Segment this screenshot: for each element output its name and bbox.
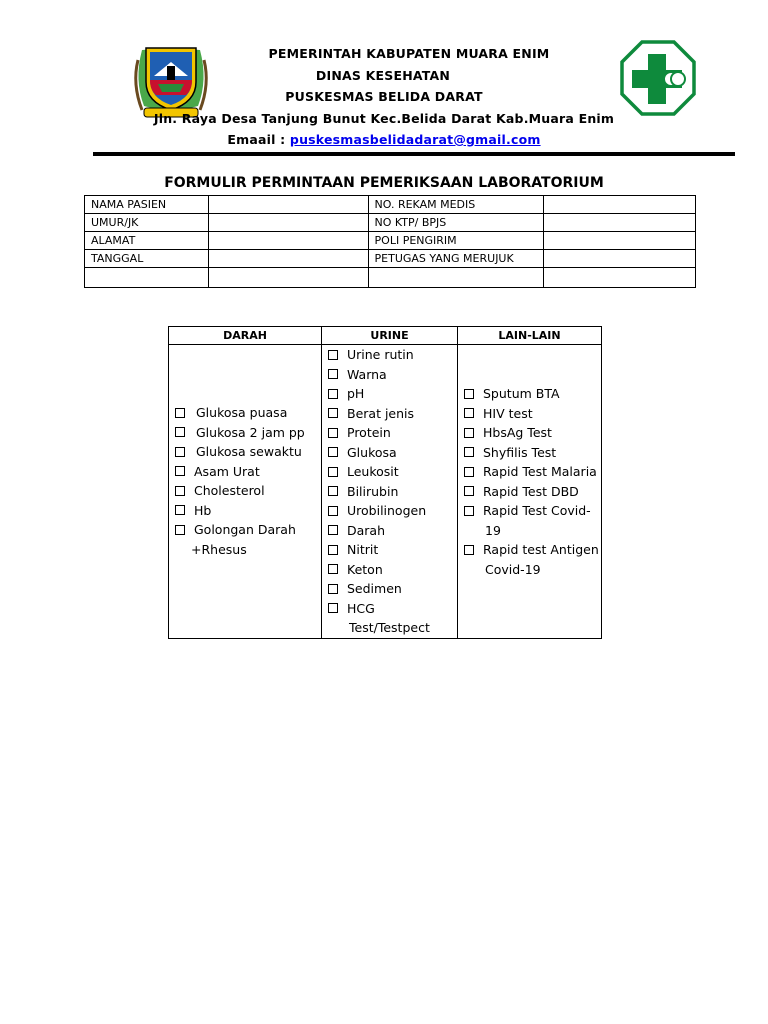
checkbox-icon[interactable] [328, 545, 338, 555]
checkbox-icon[interactable] [175, 408, 185, 418]
list-item[interactable]: Rapid Test Malaria [464, 462, 601, 482]
checkbox-icon[interactable] [464, 545, 474, 555]
list-item-continuation: 19 [485, 522, 501, 538]
email-link[interactable]: puskesmasbelidadarat@gmail.com [289, 132, 541, 147]
header-government: PEMERINTAH KABUPATEN MUARA ENIM [268, 46, 550, 61]
checkbox-icon[interactable] [328, 506, 338, 516]
empty-cell[interactable] [544, 268, 696, 288]
field-value-cell[interactable] [208, 232, 368, 250]
darah-list [169, 403, 321, 559]
empty-cell[interactable] [208, 268, 368, 288]
header-department: DINAS KESEHATAN [315, 68, 451, 83]
list-item[interactable]: Urine rutin [328, 345, 457, 365]
lain-lain-list [458, 384, 601, 579]
table-row [85, 250, 696, 268]
darah-cell [169, 345, 322, 639]
checkbox-icon[interactable] [464, 467, 474, 477]
empty-cell[interactable] [85, 268, 209, 288]
form-title: FORMULIR PERMINTAAN PEMERIKSAAN LABORATORIUM [164, 175, 604, 191]
header-darah: DARAH [169, 327, 322, 345]
list-item[interactable]: pH [328, 384, 457, 404]
list-item[interactable]: HCG [328, 599, 457, 619]
checkbox-icon[interactable] [328, 467, 338, 477]
checkbox-icon[interactable] [328, 350, 338, 360]
empty-cell[interactable] [368, 268, 544, 288]
field-label: PETUGAS YANG MERUJUK [368, 250, 544, 268]
field-label: NAMA PASIEN [85, 196, 209, 214]
list-item[interactable]: HbsAg Test [464, 423, 601, 443]
header-urine: URINE [322, 327, 458, 345]
header-divider [93, 152, 735, 156]
header-address: Jln. Raya Desa Tanjung Bunut Kec.Belida Darat Kab.Muara Enim [153, 111, 615, 126]
list-item[interactable]: HIV test [464, 404, 601, 424]
checkbox-icon[interactable] [464, 447, 474, 457]
list-item[interactable]: Warna [328, 365, 457, 385]
list-item[interactable]: Cholesterol [175, 481, 321, 501]
lab-body-row [169, 345, 602, 639]
list-item[interactable]: Glukosa sewaktu [175, 442, 321, 462]
list-item[interactable]: Hb [175, 501, 321, 521]
lain-lain-cell [458, 345, 602, 639]
checkbox-icon[interactable] [328, 486, 338, 496]
list-item[interactable]: Urobilinogen [328, 501, 457, 521]
lab-test-table [168, 326, 602, 639]
field-label: POLI PENGIRIM [368, 232, 544, 250]
checkbox-icon[interactable] [328, 428, 338, 438]
checkbox-icon[interactable] [175, 466, 185, 476]
table-row [85, 214, 696, 232]
checkbox-icon[interactable] [175, 427, 185, 437]
checkbox-icon[interactable] [175, 486, 185, 496]
checkbox-icon[interactable] [175, 505, 185, 515]
table-row [85, 268, 696, 288]
field-label: TANGGAL [85, 250, 209, 268]
list-item-continuation: +Rhesus [191, 541, 247, 557]
table-row [85, 196, 696, 214]
checkbox-icon[interactable] [464, 506, 474, 516]
checkbox-icon[interactable] [464, 408, 474, 418]
field-value-cell[interactable] [544, 214, 696, 232]
list-item[interactable]: Sputum BTA [464, 384, 601, 404]
list-item[interactable]: Darah [328, 521, 457, 541]
list-item[interactable]: Glukosa puasa [175, 403, 321, 423]
header-email-line [0, 132, 768, 147]
checkbox-icon[interactable] [175, 525, 185, 535]
checkbox-icon[interactable] [328, 564, 338, 574]
list-item[interactable]: Rapid Test Covid- [464, 501, 601, 521]
field-value-cell[interactable] [208, 214, 368, 232]
header-puskesmas: PUSKESMAS BELIDA DARAT [285, 89, 483, 104]
list-item[interactable]: Protein [328, 423, 457, 443]
field-label: UMUR/JK [85, 214, 209, 232]
field-label: ALAMAT [85, 232, 209, 250]
list-item[interactable]: Leukosit [328, 462, 457, 482]
list-item[interactable]: Nitrit [328, 540, 457, 560]
list-item[interactable]: Glukosa 2 jam pp [175, 423, 321, 443]
list-item[interactable]: Sedimen [328, 579, 457, 599]
checkbox-icon[interactable] [328, 408, 338, 418]
list-item[interactable]: Keton [328, 560, 457, 580]
patient-info-table [84, 195, 696, 288]
checkbox-icon[interactable] [175, 447, 185, 457]
field-value-cell[interactable] [544, 232, 696, 250]
checkbox-icon[interactable] [328, 525, 338, 535]
field-value-cell[interactable] [544, 250, 696, 268]
list-item[interactable]: Rapid Test DBD [464, 482, 601, 502]
field-value-cell[interactable] [544, 196, 696, 214]
list-item[interactable]: Bilirubin [328, 482, 457, 502]
header-lain-lain: LAIN-LAIN [458, 327, 602, 345]
field-value-cell[interactable] [208, 250, 368, 268]
list-item-continuation: Test/Testpect [349, 620, 430, 635]
list-item-continuation: Covid-19 [485, 561, 541, 577]
field-value-cell[interactable] [208, 196, 368, 214]
checkbox-icon[interactable] [464, 428, 474, 438]
checkbox-icon[interactable] [464, 486, 474, 496]
list-item[interactable]: Berat jenis [328, 404, 457, 424]
urine-list [322, 345, 457, 638]
checkbox-icon[interactable] [328, 389, 338, 399]
checkbox-icon[interactable] [328, 584, 338, 594]
list-item[interactable]: Glukosa [328, 443, 457, 463]
list-item[interactable]: Asam Urat [175, 462, 321, 482]
table-row [85, 232, 696, 250]
field-label: NO KTP/ BPJS [368, 214, 544, 232]
urine-cell [322, 345, 458, 639]
checkbox-icon[interactable] [328, 603, 338, 613]
email-label: Emaail : [227, 132, 286, 147]
list-item[interactable]: Rapid test Antigen [464, 540, 601, 560]
list-item[interactable]: Golongan Darah [175, 520, 321, 540]
checkbox-icon[interactable] [328, 447, 338, 457]
checkbox-icon[interactable] [328, 369, 338, 379]
checkbox-icon[interactable] [464, 389, 474, 399]
list-item[interactable]: Shyfilis Test [464, 443, 601, 463]
field-label: NO. REKAM MEDIS [368, 196, 544, 214]
lab-header-row [169, 327, 602, 345]
